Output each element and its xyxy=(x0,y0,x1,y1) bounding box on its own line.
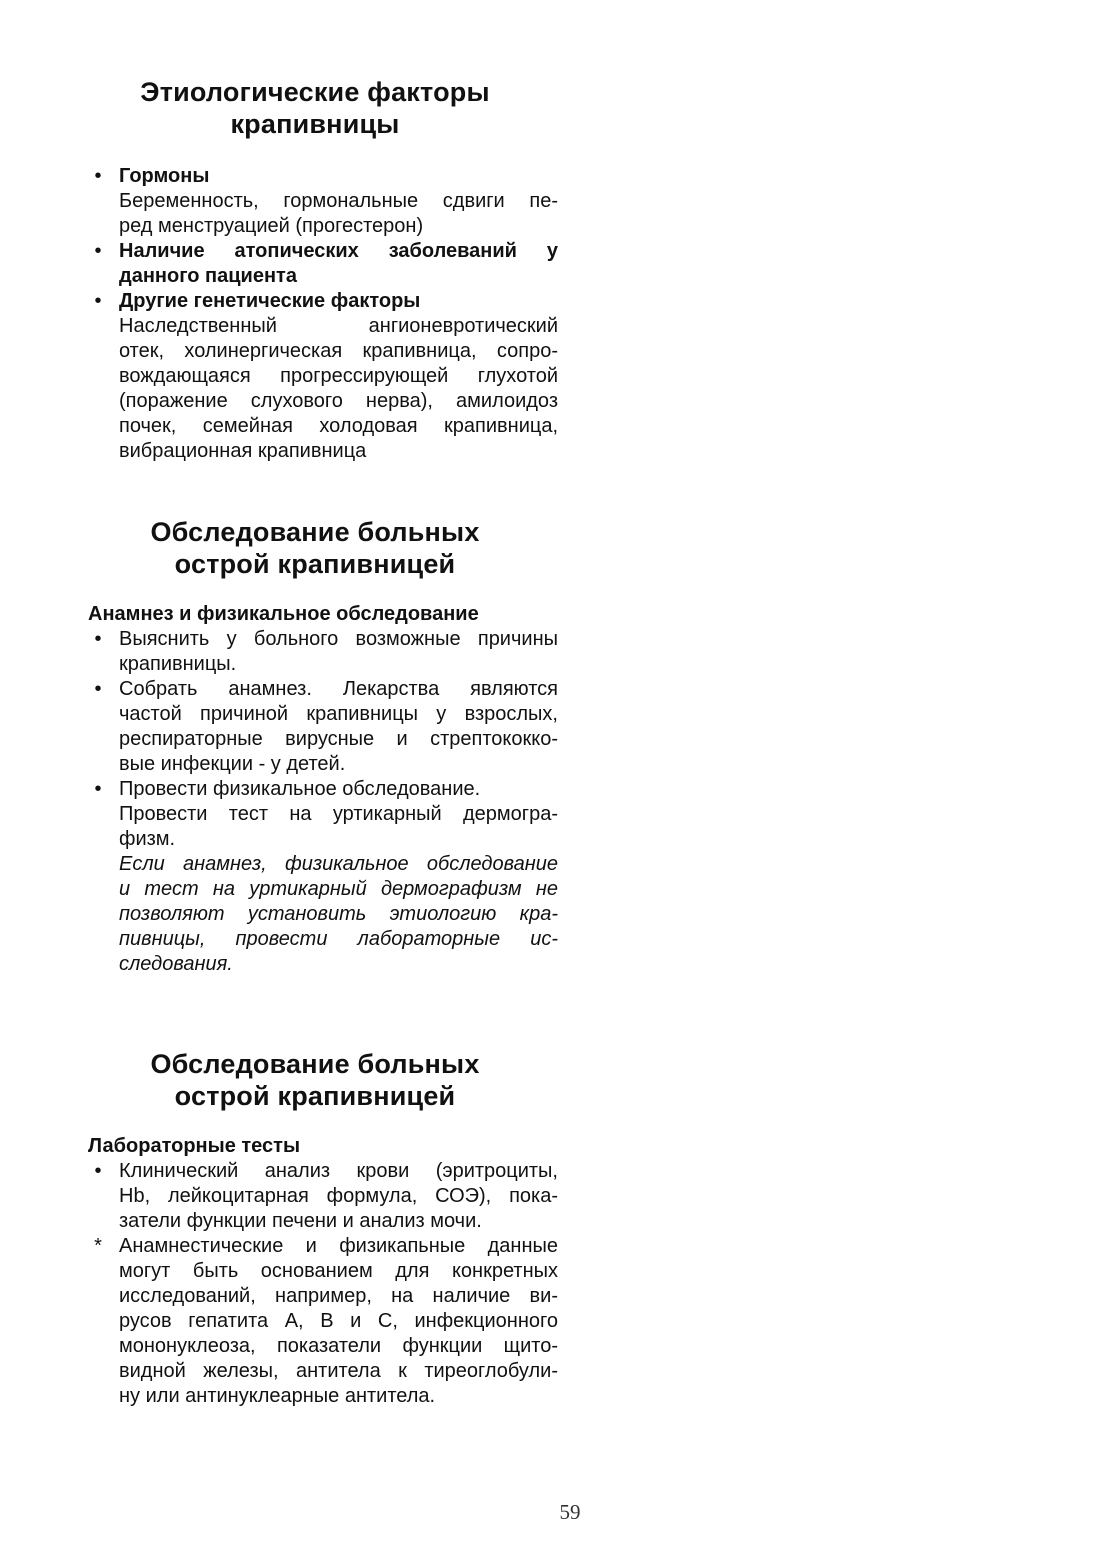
list-item xyxy=(88,1159,558,1234)
bullet-marker: • xyxy=(94,1160,102,1182)
item-text-line: Клинический анализ крови (эритроциты, xyxy=(119,1160,558,1182)
page-number: 59 xyxy=(559,1500,581,1524)
item-text-line: могут быть основанием для конкретных xyxy=(119,1260,558,1282)
bullet-marker: • xyxy=(94,678,102,700)
list-item xyxy=(88,1234,558,1409)
section-title xyxy=(72,516,558,580)
item-text-line: мононуклеоза, показатели функции щито- xyxy=(119,1335,558,1357)
item-text-line: Собрать анамнез. Лекарства являются xyxy=(119,678,558,700)
item-text-line: Провести тест на уртикарный дермогра- xyxy=(119,803,558,825)
item-text-line: физм. xyxy=(119,828,176,850)
asterisk-marker: * xyxy=(94,1235,102,1257)
etiology-list xyxy=(88,164,558,464)
item-text-line: вождающаяся прогрессирующей глухотой xyxy=(119,365,558,387)
item-text-line: Анамнестические и физикапьные данные xyxy=(119,1235,558,1257)
bullet-marker: • xyxy=(94,290,102,312)
item-heading-line: Наличие атопических заболеваний у xyxy=(119,240,558,262)
item-text-line: ред менструацией (прогестерон) xyxy=(119,215,424,237)
item-text-line: ну или антинуклеарные антитела. xyxy=(119,1385,436,1407)
section-title xyxy=(72,1048,558,1112)
list-item xyxy=(88,289,558,464)
list-item xyxy=(88,777,558,977)
item-heading: Другие генетические факторы xyxy=(119,290,421,312)
item-text-line: Беременность, гормональные сдвиги пе- xyxy=(119,190,558,212)
item-text-line: отек, холинергическая крапивница, сопро- xyxy=(119,340,558,362)
list-item xyxy=(88,239,558,289)
subheading: Лабораторные тесты xyxy=(88,1135,301,1157)
item-text-line: Выяснить у больного возможные причины xyxy=(119,628,558,650)
item-text-line: Нb, лейкоцитарная формула, СОЭ), пока- xyxy=(119,1185,558,1207)
bullet-marker: • xyxy=(94,778,102,800)
item-note-line: и тест на уртикарный дермографизм не xyxy=(119,878,558,900)
item-note-line: позволяют установить этиологию кра- xyxy=(119,903,558,925)
section-title-line: Этиологические факторы xyxy=(140,77,490,107)
section-title-line: острой крапивницей xyxy=(174,1081,456,1111)
item-text-line: крапивницы. xyxy=(119,653,237,675)
bullet-marker: • xyxy=(94,240,102,262)
item-text-line: (поражение слухового нерва), амилоидоз xyxy=(119,390,558,412)
section-title-line: острой крапивницей xyxy=(174,549,456,579)
bullet-marker: • xyxy=(94,165,102,187)
item-text-line: Провести физикальное обследование. xyxy=(119,778,481,800)
item-text-line: почек, семейная холодовая крапивница, xyxy=(119,415,558,437)
item-text-line: частой причиной крапивницы у взрослых, xyxy=(119,703,558,725)
section-anamnesis xyxy=(88,516,558,977)
item-heading-line: данного пациента xyxy=(119,265,297,287)
item-text-line: видной железы, антитела к тиреоглобули- xyxy=(119,1360,558,1382)
item-text-line: респираторные вирусные и стрептококко- xyxy=(119,728,558,750)
item-note-line: пивницы, провести лабораторные ис- xyxy=(119,928,558,950)
section-title-line: Обследование больных xyxy=(150,517,480,547)
item-text-line: исследований, например, на наличие ви- xyxy=(119,1285,558,1307)
section-title xyxy=(72,76,558,140)
item-heading: Гормоны xyxy=(119,165,210,187)
item-text-line: русов гепатита А, В и С, инфекционного xyxy=(119,1310,558,1332)
item-text-line: затели функции печени и анализ мочи. xyxy=(119,1210,482,1232)
section-title-line: Обследование больных xyxy=(150,1049,480,1079)
item-note-line: следования. xyxy=(119,953,233,975)
item-text-line: вые инфекции - у детей. xyxy=(119,753,346,775)
item-text-line: вибрационная крапивница xyxy=(119,440,367,462)
section-etiology xyxy=(88,76,558,464)
list-item xyxy=(88,164,558,239)
list-item xyxy=(88,627,558,677)
item-note-line: Если анамнез, физикальное обследование xyxy=(119,853,558,875)
anamnesis-list xyxy=(88,627,558,977)
section-lab-tests xyxy=(88,1048,558,1409)
section-title-line: крапивницы xyxy=(230,109,400,139)
bullet-marker: • xyxy=(94,628,102,650)
item-text-line: Наследственный ангионевротический xyxy=(119,315,558,337)
subheading: Анамнез и физикальное обследование xyxy=(88,603,479,625)
list-item xyxy=(88,677,558,777)
lab-tests-list xyxy=(88,1159,558,1409)
